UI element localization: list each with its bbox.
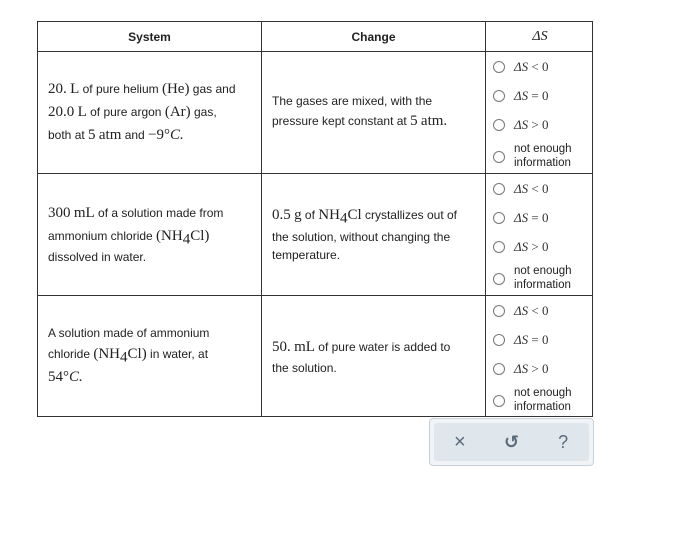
row-2-change: 0.5 g of $NH_4Cl$ crystallizes out of the solution, without changing the temperature.	[272, 207, 458, 263]
option-row1-positive[interactable]: ΔS > 0	[493, 117, 548, 133]
option-row3-zero[interactable]: ΔS = 0	[493, 332, 548, 348]
help-button[interactable]	[546, 427, 580, 457]
row-3-system: A solution made of ammonium chloride $(NH_4Cl)$ in water, at 54°C.	[48, 325, 210, 385]
entropy-table	[37, 21, 593, 417]
row-3-change: 50. mL of pure water is added to the solution.	[272, 338, 451, 375]
column-divider	[485, 22, 486, 416]
option-row1-negative[interactable]: ΔS < 0	[493, 59, 548, 75]
radio-button[interactable]	[493, 305, 505, 317]
option-row2-positive[interactable]: ΔS > 0	[493, 239, 548, 255]
header-system: System	[128, 30, 171, 44]
header-delta-s: ΔS	[532, 29, 548, 44]
radio-button[interactable]	[493, 395, 505, 407]
option-row2-zero[interactable]: ΔS = 0	[493, 210, 548, 226]
radio-button[interactable]	[493, 90, 505, 102]
option-row3-not-enough-info[interactable]: not enough information	[493, 387, 572, 415]
option-row3-positive[interactable]: ΔS > 0	[493, 361, 548, 377]
option-row1-not-enough-info[interactable]: not enough information	[493, 143, 572, 171]
row-2-system: 300 mL of a solution made from ammonium chloride $(NH_4Cl)$ dissolved in water.	[48, 204, 224, 265]
option-row2-not-enough-info[interactable]: not enough information	[493, 265, 572, 293]
clear-button[interactable]	[443, 427, 477, 457]
radio-button[interactable]	[493, 61, 505, 73]
option-row3-negative[interactable]: ΔS < 0	[493, 303, 548, 319]
option-row2-negative[interactable]: ΔS < 0	[493, 181, 548, 197]
radio-button[interactable]	[493, 241, 505, 253]
header-change: Change	[351, 30, 396, 44]
row-1-change: The gases are mixed, with the pressure kept constant at 5 atm.	[272, 93, 448, 130]
radio-button[interactable]	[493, 119, 505, 131]
radio-button[interactable]	[493, 212, 505, 224]
option-row1-zero[interactable]: ΔS = 0	[493, 88, 548, 104]
toolbar-inner	[434, 423, 589, 461]
radio-button[interactable]	[493, 273, 505, 285]
radio-button[interactable]	[493, 363, 505, 375]
row-1-system: 20. L of pure helium (He) gas and 20.0 L of pure argon (Ar) gas, both at 5 atm and −9°C.	[48, 80, 236, 144]
radio-button[interactable]	[493, 183, 505, 195]
answer-toolbar	[429, 418, 594, 466]
radio-button[interactable]	[493, 334, 505, 346]
undo-button[interactable]	[494, 427, 528, 457]
help-icon: ?	[558, 431, 569, 452]
undo-icon: ↺	[503, 431, 520, 452]
radio-button[interactable]	[493, 151, 505, 163]
close-icon: ×	[453, 430, 466, 453]
